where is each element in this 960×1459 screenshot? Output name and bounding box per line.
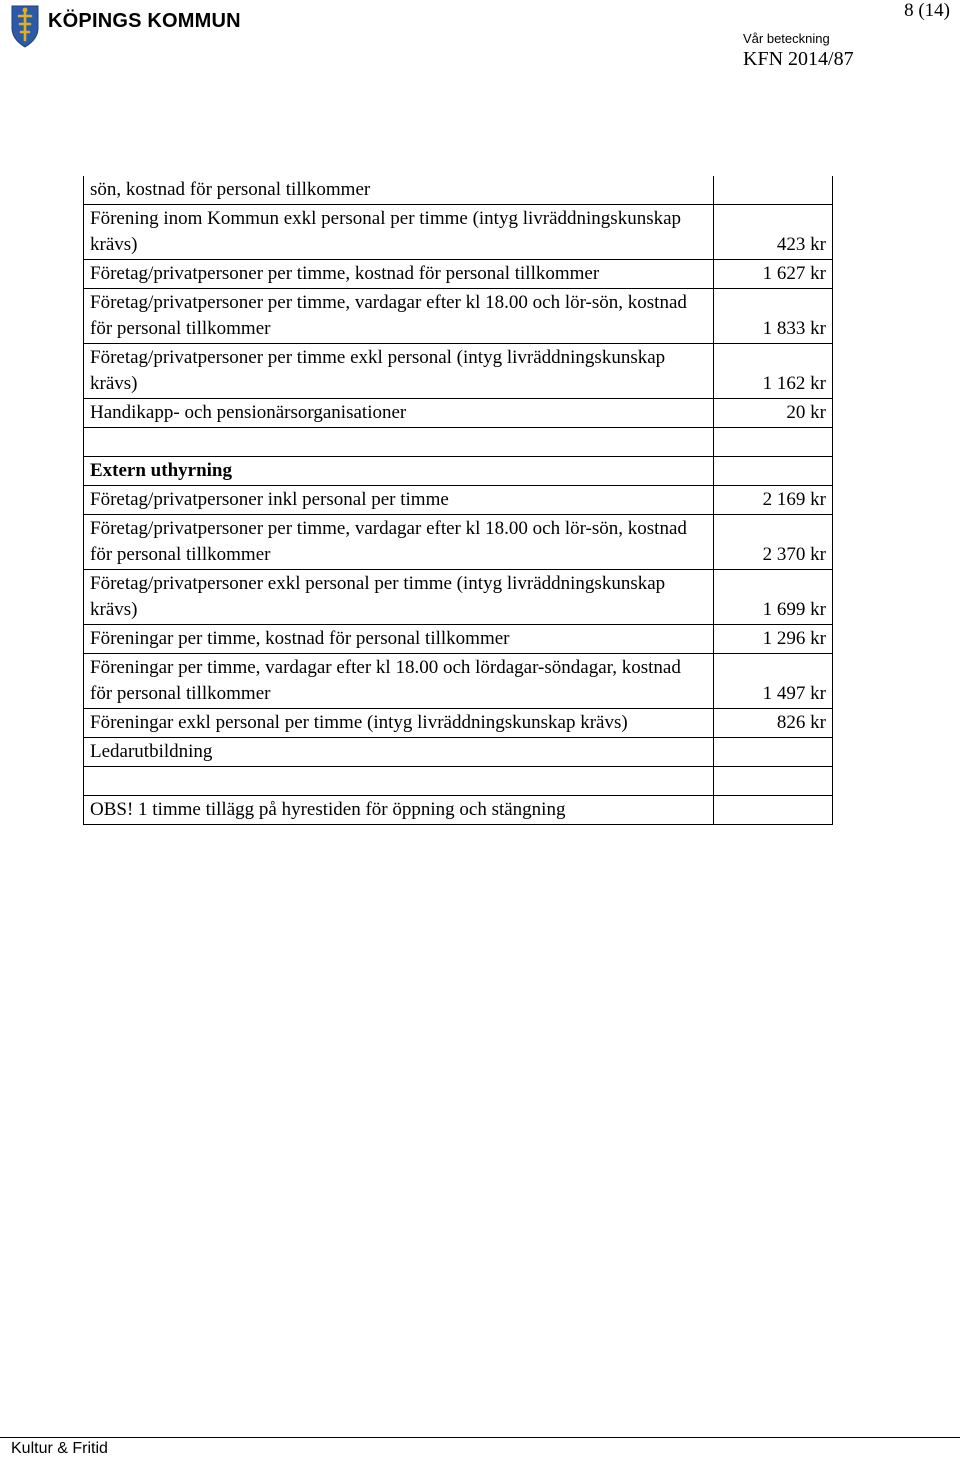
row-price	[714, 176, 833, 205]
table-row	[84, 344, 833, 399]
row-description: Företag/privatpersoner inkl personal per timme	[84, 486, 714, 515]
row-description: Företag/privatpersoner per timme, vardagar efter kl 18.00 och lör-sön, kostnad för personal tillkommer	[84, 515, 714, 570]
row-price: 1 162 kr	[714, 344, 833, 399]
table-row-empty	[84, 428, 833, 457]
row-description	[84, 767, 714, 796]
row-price: 423 kr	[714, 205, 833, 260]
row-price: 1 627 kr	[714, 260, 833, 289]
section-heading: Extern uthyrning	[84, 457, 714, 486]
table-row-section-heading	[84, 457, 833, 486]
row-description: Föreningar per timme, vardagar efter kl 18.00 och lördagar-söndagar, kostnad för personal tillkommer	[84, 654, 714, 709]
row-price: 20 kr	[714, 399, 833, 428]
row-description: Företag/privatpersoner per timme, kostnad för personal tillkommer	[84, 260, 714, 289]
row-description: Förening inom Kommun exkl personal per timme (intyg livräddningskunskap krävs)	[84, 205, 714, 260]
page-number: 8 (14)	[904, 0, 950, 21]
table-row	[84, 289, 833, 344]
row-description: Föreningar exkl personal per timme (intyg livräddningskunskap krävs)	[84, 709, 714, 738]
row-price	[714, 428, 833, 457]
table-row	[84, 515, 833, 570]
coat-of-arms-icon	[10, 2, 40, 48]
row-price	[714, 767, 833, 796]
table-row	[84, 205, 833, 260]
org-name: KÖPINGS KOMMUN	[48, 10, 241, 32]
row-price: 2 370 kr	[714, 515, 833, 570]
table-row	[84, 709, 833, 738]
row-price	[714, 796, 833, 825]
row-price: 1 497 kr	[714, 654, 833, 709]
row-description: Handikapp- och pensionärsorganisationer	[84, 399, 714, 428]
row-price: 1 296 kr	[714, 625, 833, 654]
table-row	[84, 176, 833, 205]
table-row	[84, 625, 833, 654]
row-price: 826 kr	[714, 709, 833, 738]
row-price: 2 169 kr	[714, 486, 833, 515]
header-logo	[10, 2, 260, 52]
table-row	[84, 654, 833, 709]
row-price	[714, 738, 833, 767]
table-row	[84, 570, 833, 625]
row-description: Företag/privatpersoner per timme exkl personal (intyg livräddningskunskap krävs)	[84, 344, 714, 399]
table-row	[84, 399, 833, 428]
table-row	[84, 738, 833, 767]
row-description: Föreningar per timme, kostnad för personal tillkommer	[84, 625, 714, 654]
row-description	[84, 428, 714, 457]
rates-table	[83, 176, 833, 825]
row-description: Företag/privatpersoner exkl personal per timme (intyg livräddningskunskap krävs)	[84, 570, 714, 625]
reference-value: KFN 2014/87	[743, 48, 854, 70]
note-text: OBS! 1 timme tillägg på hyrestiden för öppning och stängning	[84, 796, 714, 825]
row-price: 1 699 kr	[714, 570, 833, 625]
row-description: sön, kostnad för personal tillkommer	[84, 176, 714, 205]
table-row-note	[84, 796, 833, 825]
footer-divider	[0, 1437, 960, 1438]
row-description: Ledarutbildning	[84, 738, 714, 767]
row-price: 1 833 kr	[714, 289, 833, 344]
table-row	[84, 486, 833, 515]
table-row	[84, 260, 833, 289]
row-price	[714, 457, 833, 486]
row-description: Företag/privatpersoner per timme, vardagar efter kl 18.00 och lör-sön, kostnad för personal tillkommer	[84, 289, 714, 344]
reference-label: Vår beteckning	[743, 31, 830, 46]
table-row-empty	[84, 767, 833, 796]
footer-department: Kultur & Fritid	[11, 1440, 108, 1457]
